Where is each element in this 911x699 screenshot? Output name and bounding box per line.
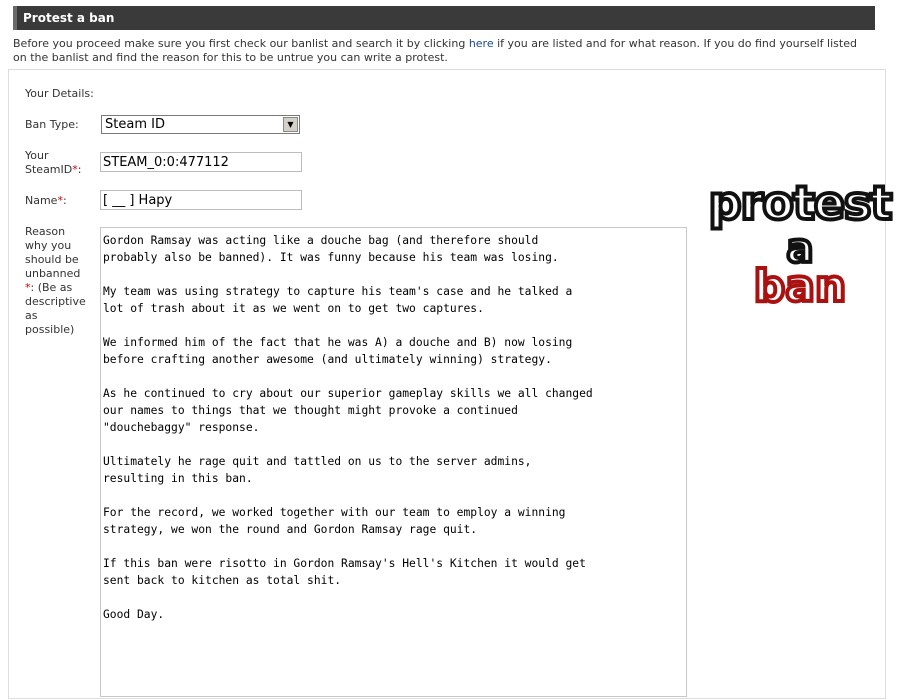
protest-a-ban-logo <box>700 178 900 313</box>
steamid-label: Your SteamID*: <box>25 149 82 176</box>
your-details-label: Your Details: <box>25 87 94 100</box>
reason-label-line4: unbanned <box>25 267 81 280</box>
reason-label-line5: : (Be as <box>30 281 73 294</box>
required-mark: * <box>25 281 31 294</box>
name-label-text: Name <box>25 194 58 207</box>
ban-type-select[interactable] <box>101 115 300 134</box>
intro-text-after: if you are listed and for what reason. If you do find yourself listed on the banlist and find the reason for this to be untrue you can write a protest. <box>13 37 857 64</box>
logo-line-protest: protest <box>708 176 892 230</box>
required-mark: * <box>72 163 78 176</box>
intro-text-before: Before you proceed make sure you first check our banlist and search it by clicking <box>13 37 469 50</box>
name-input[interactable]: [ __ ] Hapy <box>100 190 302 210</box>
reason-label-line8: possible) <box>25 323 75 336</box>
steamid-label-line2: SteamID <box>25 163 73 176</box>
reason-textarea[interactable]: Gordon Ramsay was acting like a douche bag (and therefore should probably also be banned). It was funny because his team was losing. My team was using strategy to capture his team's case and he talked a lot of trash about it as we went on to get two captures. We informed him of the fact that he was A) a douche and B) now losing before crafting another awesome (and ultimately winning) strategy. As he continued to cry about our superior gameplay skills we all changed our names to things that we thought might provoke a continued "douchebaggy" response. Ultimately he rage quit and tattled on us to the server admins, resulting in this ban. For the record, we worked together with our team to employ a winning strategy, we won the round and Gordon Ramsay rage quit. If this ban were risotto in Gordon Ramsay's Hell's Kitchen it would get sent back to kitchen as total shit. Good Day. <box>100 227 687 697</box>
logo-line-ban: ban <box>753 261 847 312</box>
steamid-label-line1: Your <box>25 149 49 162</box>
section-header <box>13 6 875 30</box>
reason-label-line2: why you <box>25 239 72 252</box>
logo-line-a: a <box>786 226 814 272</box>
reason-label-line7: as <box>25 309 38 322</box>
reason-label <box>25 225 86 337</box>
ban-type-label: Ban Type: <box>25 118 79 131</box>
banlist-link[interactable]: here <box>468 37 494 50</box>
ban-type-value: Steam ID <box>105 117 165 132</box>
steamid-input[interactable]: STEAM_0:0:477112 <box>100 152 302 172</box>
section-title: Protest a ban <box>23 11 115 25</box>
chevron-down-icon[interactable]: ▼ <box>283 117 298 132</box>
required-mark: * <box>57 194 63 207</box>
reason-label-line1: Reason <box>25 225 66 238</box>
name-label: Name*: <box>25 194 67 207</box>
reason-label-line6: descriptive <box>25 295 86 308</box>
intro-text <box>13 37 873 65</box>
reason-label-line3: should be <box>25 253 79 266</box>
